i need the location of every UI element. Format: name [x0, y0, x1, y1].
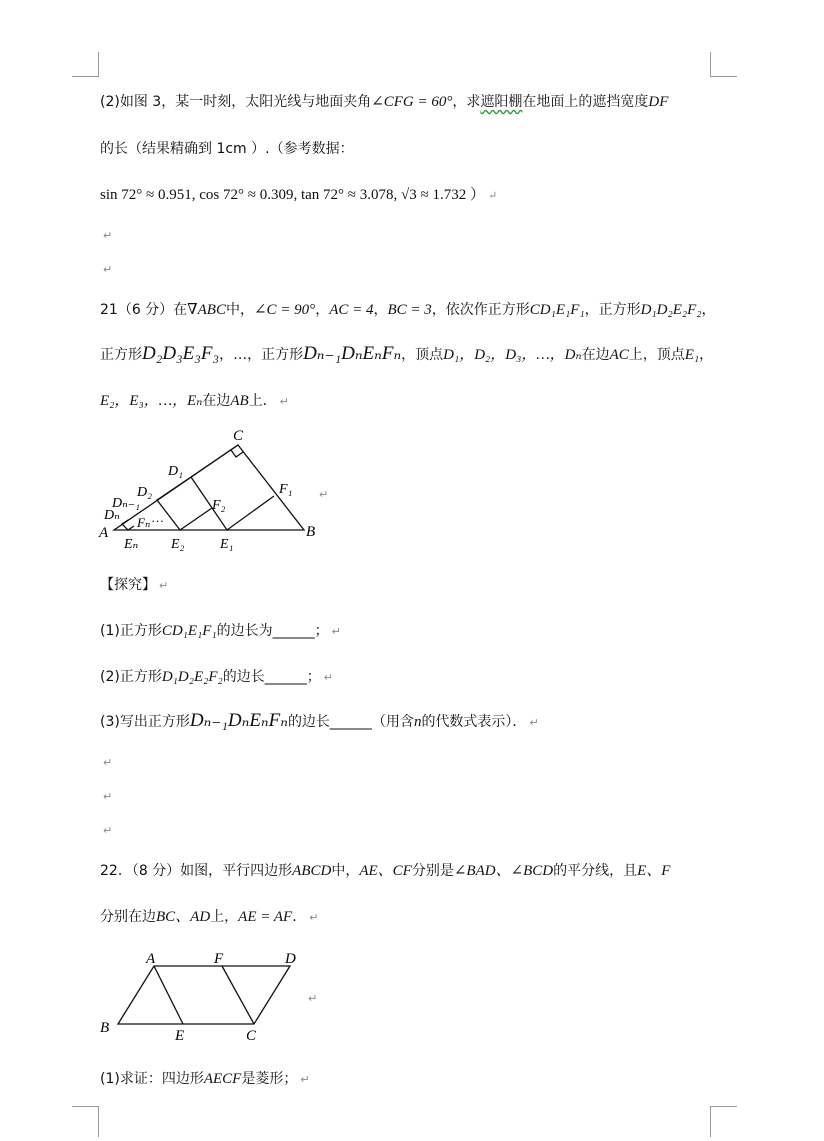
math: E₂，E₃，…，Eₙ — [100, 393, 203, 409]
paragraph-mark: ↵ — [103, 790, 113, 803]
math: Dₙ₋₁DₙEₙFₙ — [303, 343, 402, 364]
square-n — [122, 520, 134, 530]
paragraph-mark: ↵ — [159, 579, 169, 592]
math: ∠C = 90° — [253, 302, 316, 318]
label-d1: D₁ — [168, 464, 183, 479]
text: ． — [292, 909, 307, 925]
text: 的长（结果精确到 1cm ）.（参考数据： — [100, 141, 354, 157]
math: D₂D₃E₃F₃ — [142, 343, 220, 364]
text: 在地面上的遮挡宽度 — [522, 94, 649, 110]
math: n — [413, 714, 422, 730]
paragraph-mark: ↵ — [487, 190, 498, 202]
q2-reference-data — [100, 185, 497, 206]
text: 是菱形； — [241, 1071, 298, 1087]
text: 的平分线，且 — [553, 863, 638, 879]
label-en: Eₙ — [124, 537, 139, 552]
math: DF — [648, 94, 669, 110]
text: ，正方形 — [584, 302, 641, 318]
math: CD₁E₁F₁ — [161, 623, 217, 639]
label-c: C — [246, 1028, 257, 1044]
paragraph-mark: ↵ — [319, 488, 329, 501]
empty-paragraph — [100, 225, 112, 246]
math: AC — [609, 347, 629, 363]
label-f1: F₁ — [279, 482, 293, 497]
text: 【探究】 — [100, 577, 156, 593]
q21-part-2 — [100, 667, 333, 688]
q2-line-2 — [100, 139, 354, 159]
text: 中， — [331, 863, 360, 879]
q21-line-2 — [100, 344, 713, 365]
q21-part-1 — [100, 621, 341, 642]
math: Dₙ₋₁DₙEₙFₙ — [189, 710, 288, 731]
q21-line-1 — [100, 300, 715, 320]
figure-paragraph-mark — [305, 988, 317, 1009]
text: 在边 — [581, 347, 610, 363]
paragraph-mark: ↵ — [103, 824, 113, 837]
math: BC、AD — [156, 909, 211, 925]
spellcheck-word: 遮阳棚 — [480, 94, 523, 110]
text: ， — [701, 302, 716, 318]
square-1 — [191, 445, 274, 530]
label-dn-1: Dₙ₋₁ — [112, 496, 141, 511]
text: 分别是 — [411, 863, 454, 879]
label-f: F — [214, 951, 224, 967]
label-a: A — [146, 951, 156, 967]
label-b: B — [306, 524, 316, 540]
crop-mark-bottom-right — [710, 1106, 737, 1137]
math: D₁D₂E₂F₂ — [640, 302, 702, 318]
q2-line-1 — [100, 92, 668, 112]
text: 的边长为______； — [216, 623, 329, 639]
parallelogram-abcd — [118, 966, 290, 1024]
text: ， — [373, 302, 388, 318]
text: 在边 — [202, 393, 231, 409]
text: 的代数式表示）． — [421, 714, 527, 730]
paragraph-mark: ↵ — [300, 1073, 310, 1086]
label-b: B — [100, 1020, 110, 1036]
figure-squares-in-triangle — [96, 422, 336, 554]
math: ∠CFG = 60° — [371, 94, 453, 110]
text: 22．（8 分）如图，平行四边形 — [100, 863, 293, 879]
paragraph-mark: ↵ — [103, 229, 113, 242]
q21-part-3 — [100, 711, 539, 733]
text: ，依次作正方形 — [431, 302, 530, 318]
math: E、F — [637, 863, 671, 879]
text: (2)正方形 — [100, 669, 162, 685]
math: ABCD — [292, 863, 332, 879]
math: CD₁E₁F₁ — [529, 302, 585, 318]
text: 中， — [225, 302, 254, 318]
math: D₁D₂E₂F₂ — [161, 669, 223, 685]
empty-paragraph — [100, 259, 112, 280]
figure-paragraph-mark — [316, 484, 328, 505]
right-angle-mark — [231, 450, 243, 457]
text: ，求 — [452, 94, 481, 110]
q22-line-1 — [100, 861, 670, 881]
text: 的边长______（用含 — [287, 714, 414, 730]
figure-parallelogram — [96, 946, 310, 1046]
math: AB — [230, 393, 249, 409]
text: (2)如图 3，某一时刻，太阳光线与地面夹角 — [100, 94, 372, 110]
q21-line-3 — [100, 391, 289, 412]
label-d2: D₂ — [137, 485, 152, 500]
square-2 — [157, 477, 212, 530]
text: ， — [315, 302, 330, 318]
crop-mark-top-left — [72, 52, 99, 77]
paragraph-mark: ↵ — [103, 263, 113, 276]
text: 上，顶点 — [628, 347, 685, 363]
segment-ae — [154, 966, 183, 1024]
crop-mark-bottom-left — [72, 1106, 99, 1137]
label-e1: E₁ — [220, 537, 234, 552]
text: ， — [699, 347, 714, 363]
empty-paragraph — [100, 820, 112, 841]
label-d: D — [285, 951, 296, 967]
text: sin 72° ≈ 0.951, cos 72° ≈ 0.309, tan 72° ≈ 3.078, √3 ≈ 1.732 ） — [100, 187, 485, 203]
segment-cf — [222, 966, 254, 1024]
paragraph-mark: ↵ — [308, 992, 318, 1005]
label-e2: E₂ — [171, 537, 185, 552]
text: (1)正方形 — [100, 623, 162, 639]
text: 上． — [248, 393, 277, 409]
math: AECF — [203, 1071, 242, 1087]
text: 21（6 分）在 — [100, 302, 188, 318]
paragraph-mark: ↵ — [331, 625, 341, 638]
math: ∇ABC — [187, 302, 226, 318]
math: AE = AF — [238, 909, 293, 925]
paragraph-mark: ↵ — [323, 671, 333, 684]
math: D₁，D₂，D₃，…，Dₙ — [443, 347, 582, 363]
q22-line-2 — [100, 907, 318, 928]
label-dn: Dₙ — [104, 508, 120, 523]
math: AE、CF — [359, 863, 412, 879]
text: ，…，正方形 — [219, 347, 304, 363]
label-fn: Fₙ — [137, 515, 151, 530]
empty-paragraph — [100, 786, 112, 807]
empty-paragraph — [100, 752, 112, 773]
label-a: A — [99, 525, 109, 541]
math: BC = 3 — [387, 302, 432, 318]
q22-part-1 — [100, 1069, 310, 1090]
text: (3)写出正方形 — [100, 714, 190, 730]
paragraph-mark: ↵ — [309, 911, 319, 924]
label-c: C — [233, 428, 244, 444]
text: ，顶点 — [401, 347, 444, 363]
label-f2: F₂ — [212, 498, 226, 513]
paragraph-mark: ↵ — [529, 716, 539, 729]
math: AC = 4 — [329, 302, 374, 318]
text: (1)求证：四边形 — [100, 1071, 204, 1087]
label-e: E — [175, 1028, 185, 1044]
math: E₁ — [684, 347, 700, 363]
math: ∠BAD、∠BCD — [453, 863, 554, 879]
text: 分别在边 — [100, 909, 156, 925]
explore-heading — [100, 575, 168, 596]
paragraph-mark: ↵ — [279, 395, 289, 408]
crop-mark-top-right — [710, 52, 737, 77]
text: 的边长______； — [222, 669, 321, 685]
text: 上， — [210, 909, 239, 925]
text: 正方形 — [100, 347, 142, 363]
paragraph-mark: ↵ — [103, 756, 113, 769]
label-dots: … — [152, 510, 164, 525]
